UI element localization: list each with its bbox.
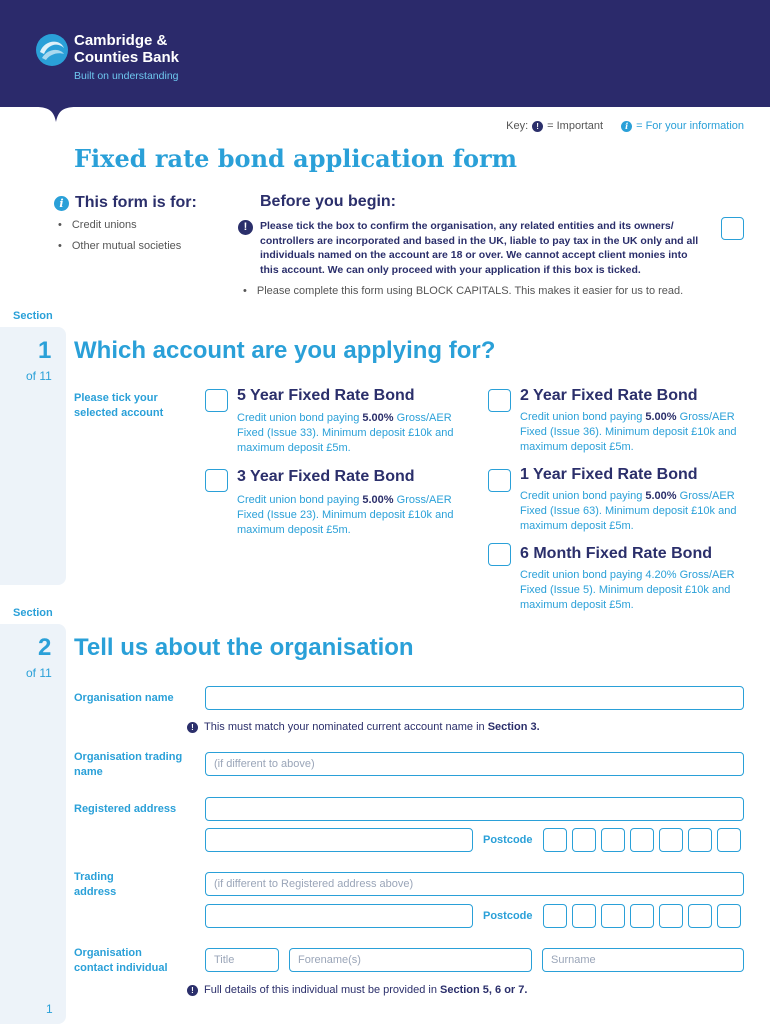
registered-postcode-box[interactable]	[543, 828, 567, 852]
important-icon: !	[187, 985, 198, 996]
before-you-begin-heading: Before you begin:	[260, 193, 397, 210]
form-for-list	[58, 219, 181, 261]
option-title-3-year: 3 Year Fixed Rate Bond	[237, 468, 415, 485]
contact-surname-input[interactable]: Surname	[542, 948, 744, 972]
registered-postcode-box[interactable]	[630, 828, 654, 852]
section2-of: of 11	[26, 666, 52, 680]
key-important-text: = Important	[547, 120, 604, 132]
trading-postcode-box[interactable]	[572, 904, 596, 928]
section2-label: Section	[13, 607, 53, 619]
block-capitals-note: • Please complete this form using BLOCK CAPITALS. This makes it easier for us to read.	[243, 285, 683, 297]
option-desc-3-year: Credit union bond paying 5.00% Gross/AER Fixed (Issue 23). Minimum deposit £10k and maximum deposit £5m.	[237, 494, 454, 536]
option-title-5-year: 5 Year Fixed Rate Bond	[237, 387, 415, 404]
contact-note: ! Full details of this individual must be provided in Section 5, 6 or 7.	[187, 984, 527, 996]
org-name-input[interactable]	[205, 686, 744, 710]
registered-postcode-label: Postcode	[483, 834, 533, 846]
section2-number: 2	[38, 634, 52, 661]
option-desc-2-year: Credit union bond paying 5.00% Gross/AER Fixed (Issue 36). Minimum deposit £10k and maximum deposit £5m.	[520, 411, 737, 453]
bank-name-line1: Cambridge &	[74, 32, 168, 49]
registered-postcode-box[interactable]	[572, 828, 596, 852]
trading-postcode-box[interactable]	[659, 904, 683, 928]
trading-address-line2-input[interactable]	[205, 904, 473, 928]
checkbox-3-year-bond[interactable]	[205, 469, 228, 492]
section1-title: Which account are you applying for?	[74, 337, 496, 364]
option-title-6-month: 6 Month Fixed Rate Bond	[520, 545, 712, 562]
org-name-note: ! This must match your nominated current account name in Section 3.	[187, 721, 540, 733]
trading-postcode-box[interactable]	[688, 904, 712, 928]
trading-address-line1-input[interactable]: (if different to Registered address above)	[205, 872, 744, 896]
section1-of: of 11	[26, 369, 52, 383]
registered-postcode-box[interactable]	[659, 828, 683, 852]
registered-address-line2-input[interactable]	[205, 828, 473, 852]
key-label: Key:	[506, 120, 529, 132]
registered-postcode-box[interactable]	[688, 828, 712, 852]
option-desc-6-month: Credit union bond paying 4.20% Gross/AER Fixed (Issue 5). Minimum deposit £10k and maximum deposit £5m.	[520, 569, 735, 611]
form-for-heading-text: This form is for:	[75, 194, 197, 211]
trading-postcode-box[interactable]	[601, 904, 625, 928]
bank-name-line2: Counties Bank	[74, 49, 180, 66]
header-notch-decoration	[36, 100, 76, 124]
trading-postcode-box[interactable]	[717, 904, 741, 928]
org-name-label: Organisation name	[74, 692, 174, 704]
option-title-2-year: 2 Year Fixed Rate Bond	[520, 387, 698, 404]
page-title: Fixed rate bond application form	[74, 144, 518, 173]
checkbox-1-year-bond[interactable]	[488, 469, 511, 492]
trading-postcode-label: Postcode	[483, 910, 533, 922]
list-item: • Other mutual societies	[58, 240, 181, 252]
section1-number: 1	[38, 337, 52, 364]
info-icon: i	[621, 121, 632, 132]
contact-individual-label: Organisation contact individual	[74, 947, 168, 974]
checkbox-5-year-bond[interactable]	[205, 389, 228, 412]
tick-account-prompt: Please tick your selected account	[74, 392, 164, 419]
registered-postcode-box[interactable]	[717, 828, 741, 852]
option-desc-1-year: Credit union bond paying 5.00% Gross/AER Fixed (Issue 63). Minimum deposit £10k and maximum deposit £5m.	[520, 490, 737, 532]
option-desc-5-year: Credit union bond paying 5.00% Gross/AER Fixed (Issue 33). Minimum deposit £10k and maximum deposit £5m.	[237, 412, 454, 454]
icon-key	[506, 120, 744, 132]
bank-logo	[34, 32, 179, 82]
checkbox-2-year-bond[interactable]	[488, 389, 511, 412]
trading-postcode-box[interactable]	[630, 904, 654, 928]
page-number: 1	[46, 1002, 53, 1016]
registered-postcode-box[interactable]	[601, 828, 625, 852]
list-item: • Credit unions	[58, 219, 181, 231]
trading-address-label: Trading address	[74, 871, 117, 898]
contact-forename-input[interactable]: Forename(s)	[289, 948, 532, 972]
eligibility-checkbox[interactable]	[721, 217, 744, 240]
section2-title: Tell us about the organisation	[74, 634, 414, 661]
registered-address-label: Registered address	[74, 803, 177, 815]
trading-postcode-box[interactable]	[543, 904, 567, 928]
checkbox-6-month-bond[interactable]	[488, 543, 511, 566]
form-for-heading	[54, 194, 197, 212]
key-info-text: = For your information	[636, 120, 744, 132]
eligibility-warning-text: Please tick the box to confirm the organisation, any related entities and its owners/ controllers are incorporated and based in the UK, liable to pay tax in the UK only and all individuals named on the account are 18 or over. We cannot accept client monies into this account. We can only proceed with your application if this box is ticked.	[260, 220, 699, 276]
section2-side-panel	[0, 624, 66, 1024]
logo-swirl-icon	[34, 32, 70, 68]
info-icon: i	[54, 196, 69, 211]
section1-label: Section	[13, 310, 53, 322]
trading-name-label: Organisation trading name	[74, 751, 183, 778]
trading-name-input[interactable]: (if different to above)	[205, 752, 744, 776]
important-icon: !	[187, 722, 198, 733]
contact-title-input[interactable]: Title	[205, 948, 279, 972]
registered-address-line1-input[interactable]	[205, 797, 744, 821]
section1-side-panel	[0, 327, 66, 585]
eligibility-warning	[238, 219, 708, 277]
bank-tagline: Built on understanding	[74, 70, 179, 82]
option-title-1-year: 1 Year Fixed Rate Bond	[520, 466, 698, 483]
header-banner	[0, 0, 770, 107]
important-icon: !	[238, 220, 253, 235]
important-icon: !	[532, 121, 543, 132]
